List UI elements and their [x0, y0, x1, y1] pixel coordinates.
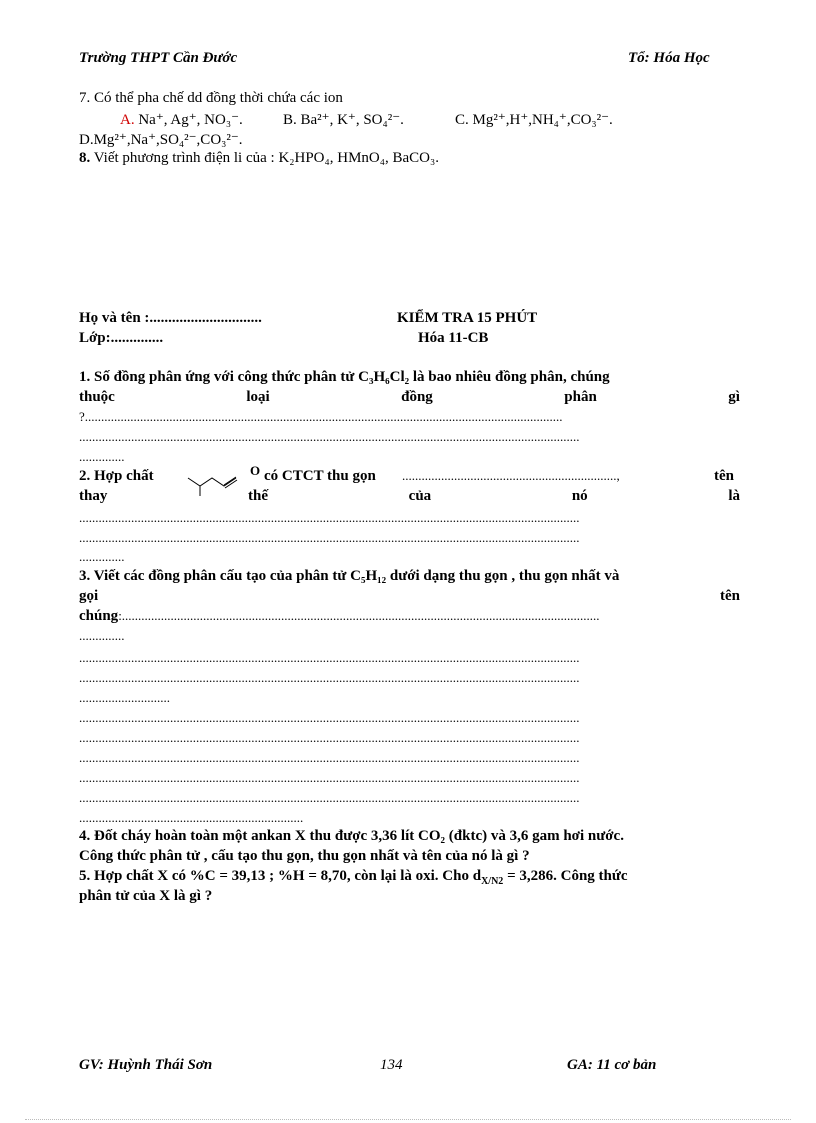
q7-line: 7. Có thể pha chế dd đồng thời chứa các ion	[79, 90, 343, 106]
answer-line: ..........................................................................................................................................................	[79, 790, 580, 805]
answer-line: ..........................................................................................................................................................	[79, 710, 580, 725]
q3-line1: 3. Viết các đồng phân cấu tạo của phân tử C₅H₁₂ dưới dạng thu gọn , thu gọn nhất và	[79, 568, 620, 584]
q7-option-c: C. Mg²⁺,H⁺,NH₄⁺,CO₃²⁻.	[455, 112, 613, 128]
page-bottom-divider	[25, 1119, 791, 1120]
q7-option-d: D.Mg²⁺,Na⁺,SO₄²⁻,CO₃²⁻.	[79, 132, 243, 148]
answer-line: ..............	[79, 628, 125, 643]
q1-line2: thuộc loại đồng phân gì	[79, 389, 740, 405]
department: Tổ: Hóa Học	[628, 50, 710, 66]
class-info: GA: 11 cơ bản	[567, 1057, 657, 1073]
name-field-label: Họ và tên :..............................	[79, 310, 262, 326]
q5-line1: 5. Hợp chất X có %C = 39,13 ; %H = 8,70, còn lại là oxi. Cho $d_{X/N2} = 3,286$. Công thức	[79, 868, 628, 887]
q1-line1: 1. Số đồng phân ứng với công thức phân tử C₃H₆Cl₂ là bao nhiêu đồng phân, chúng	[79, 369, 610, 385]
q3-line2: gọi tên	[79, 588, 740, 604]
oxygen-atom-label: O	[250, 463, 261, 478]
q7-option-a: A. Na⁺, Ag⁺, NO₃⁻.	[120, 112, 243, 128]
answer-line: ..........................................................................................................................................................	[79, 510, 580, 525]
answer-line: ..............	[79, 449, 125, 464]
q8-line: 8. Viết phương trình điện li của : K₂HPO₄, HMnO₄, BaCO₃.	[79, 150, 439, 166]
q2-dots: ..................................................................,	[402, 468, 620, 483]
answer-line: ..........................................................................................................................................................	[79, 770, 580, 785]
q2-prefix: 2. Hợp chất	[79, 468, 154, 484]
answer-line: ..............	[79, 549, 125, 564]
test-title: KIỂM TRA 15 PHÚT	[397, 310, 538, 326]
q2-mid: có CTCT thu gọn	[264, 468, 376, 484]
answer-line: ..........................................................................................................................................................	[79, 730, 580, 745]
answer-line: ..........................................................................................................................................................	[79, 650, 580, 665]
q4-line2: Công thức phân tử , cấu tạo thu gọn, thu gọn nhất và tên của nó là gì ?	[79, 848, 530, 864]
q2-line2: thay thế của nó là	[79, 488, 740, 504]
page-number: 134	[380, 1057, 403, 1073]
q5-line2: phân tử của X là gì ?	[79, 888, 213, 904]
class-field-label: Lớp:..............	[79, 330, 164, 346]
answer-line: ?...................................................................................................................................................	[79, 409, 563, 424]
answer-line: ..........................................................................................................................................................	[79, 530, 580, 545]
school-name: Trường THPT Cần Đước	[79, 50, 238, 66]
q3-line3: chúng:...................................................................................................................................................	[79, 608, 600, 624]
teacher-name: GV: Huỳnh Thái Sơn	[79, 1057, 213, 1073]
q4-line1: 4. Đốt cháy hoàn toàn một ankan X thu được 3,36 lít CO₂ (đktc) và 3,6 gam hơi nước.	[79, 828, 624, 844]
answer-line: ............................	[79, 690, 170, 705]
q7-option-b: B. Ba²⁺, K⁺, SO₄²⁻.	[283, 112, 404, 128]
answer-line: .....................................................................	[79, 810, 304, 825]
q2-end: tên	[714, 468, 734, 484]
test-subtitle: Hóa 11-CB	[418, 330, 489, 346]
answer-line: ..........................................................................................................................................................	[79, 670, 580, 685]
answer-line: ..........................................................................................................................................................	[79, 429, 580, 444]
answer-line: ..........................................................................................................................................................	[79, 750, 580, 765]
